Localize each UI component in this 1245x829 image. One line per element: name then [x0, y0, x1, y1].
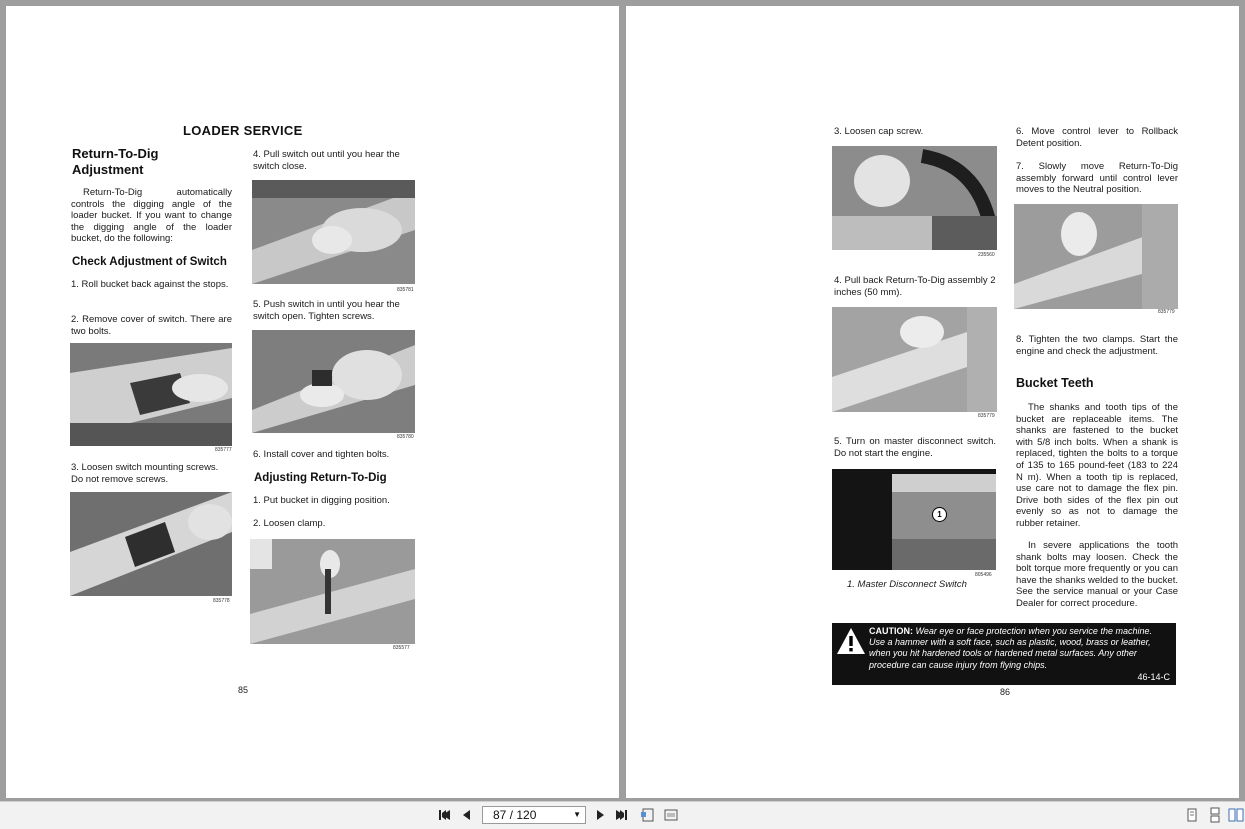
- next-page-icon[interactable]: [592, 807, 608, 823]
- section-header: LOADER SERVICE: [183, 123, 303, 138]
- figure-number: 835779: [1158, 309, 1175, 315]
- bucket-paragraph-2: In severe applications the tooth shank bolts may loosen. Check the bolt torque more frequently or you can have the shanks welded to the bucket. See the service manual or your Case Dealer for correct procedure.: [1016, 540, 1178, 609]
- figure-number: 805496: [975, 572, 992, 578]
- photo-cap-screw: [832, 146, 997, 250]
- prev-page-icon[interactable]: [459, 807, 475, 823]
- photo-switch-cover: [70, 343, 232, 446]
- fit-width-icon[interactable]: [663, 807, 679, 823]
- adjusting-heading: Adjusting Return-To-Dig: [254, 472, 387, 484]
- figure-number: 835778: [213, 598, 230, 604]
- viewer-toolbar: [0, 801, 1245, 829]
- photo-pull-back-assembly: [832, 307, 997, 412]
- caution-code: 46-14-C: [1137, 671, 1170, 682]
- step-5: 5. Turn on master disconnect switch. Do not start the engine.: [834, 436, 996, 459]
- step-2: 2. Remove cover of switch. There are two bolts.: [71, 314, 232, 337]
- fit-page-icon[interactable]: [640, 807, 656, 823]
- step-6: 6. Move control lever to Rollback Detent position.: [1016, 126, 1178, 149]
- adjust-step-1: 1. Put bucket in digging position.: [253, 495, 390, 506]
- first-page-icon[interactable]: [437, 807, 453, 823]
- photo-switch-screws: [70, 492, 232, 596]
- page-number: 86: [1000, 687, 1011, 697]
- step-3: 3. Loosen switch mounting screws. Do not remove screws.: [71, 462, 219, 485]
- step-3: 3. Loosen cap screw.: [834, 126, 924, 137]
- two-page-icon[interactable]: [1228, 807, 1244, 823]
- left-document-page: [6, 6, 619, 798]
- page-indicator: 87 / 120: [493, 808, 537, 822]
- single-page-icon[interactable]: [1184, 807, 1200, 823]
- page-number-select[interactable]: [482, 806, 586, 824]
- figure-number: 835777: [215, 447, 232, 453]
- photo-master-disconnect: [832, 469, 996, 570]
- step-5: 5. Push switch in until you hear the switch open. Tighten screws.: [253, 299, 400, 322]
- photo-loosen-clamp: [250, 539, 415, 644]
- last-page-icon[interactable]: [613, 807, 629, 823]
- chevron-down-icon: ▼: [573, 810, 581, 819]
- figure-number: 835779: [978, 413, 995, 419]
- figure-number: 835780: [397, 434, 414, 440]
- caution-label: CAUTION:: [869, 626, 913, 636]
- photo-push-switch: [252, 330, 415, 433]
- step-8: 8. Tighten the two clamps. Start the engine and check the adjustment.: [1016, 334, 1178, 357]
- figure-number: 235560: [978, 252, 995, 258]
- figure-number: 835577: [393, 645, 410, 651]
- figure-caption: 1. Master Disconnect Switch: [847, 579, 967, 590]
- figure-number: 835781: [397, 287, 414, 293]
- check-adjustment-heading: Check Adjustment of Switch: [72, 256, 227, 268]
- step-1: 1. Roll bucket back against the stops.: [71, 279, 229, 290]
- step-7: 7. Slowly move Return-To-Dig assembly forward until control lever moves to the Neutral position.: [1016, 161, 1178, 196]
- step-4: 4. Pull switch out until you hear the switch close.: [253, 149, 400, 172]
- section-title-line2: Adjustment: [72, 162, 144, 177]
- intro-paragraph: Return-To-Dig automatically controls the digging angle of the loader bucket. If you want to change the digging angle of the loader bucket, do the following:: [71, 187, 232, 245]
- bucket-paragraph-1: The shanks and tooth tips of the bucket are replaceable items. The shanks are fastened to the bucket with 5/8 inch bolts. When a shank is replaced, tighten the bolts to a torque of 135 to 165 pound-feet (183 to 224 N m). When a tooth tip is replaced, use care not to damage the flex pin. Drive both sides of the flex pin out evenly so as not to damage the rubber retainer.: [1016, 402, 1178, 529]
- photo-move-assembly: [1014, 204, 1178, 309]
- continuous-page-icon[interactable]: [1207, 807, 1223, 823]
- bucket-teeth-heading: Bucket Teeth: [1016, 376, 1094, 390]
- caution-text: Wear eye or face protection when you service the machine. Use a hammer with a soft face, such as plastic, wood, brass or leather, when you hit hardened tools or hardened metal surfaces. Any other procedure can cause injury from flying chips.: [869, 626, 1152, 670]
- step-4: 4. Pull back Return-To-Dig assembly 2 inches (50 mm).: [834, 275, 996, 298]
- adjust-step-2: 2. Loosen clamp.: [253, 518, 326, 529]
- step-6: 6. Install cover and tighten bolts.: [253, 449, 390, 460]
- section-title-line1: Return-To-Dig: [72, 146, 159, 161]
- right-document-page: [626, 6, 1239, 798]
- page-number: 85: [238, 685, 249, 695]
- callout-marker: 1: [932, 507, 947, 522]
- warning-icon: [836, 627, 866, 655]
- caution-box: [832, 623, 1176, 685]
- photo-pull-switch: [252, 180, 415, 284]
